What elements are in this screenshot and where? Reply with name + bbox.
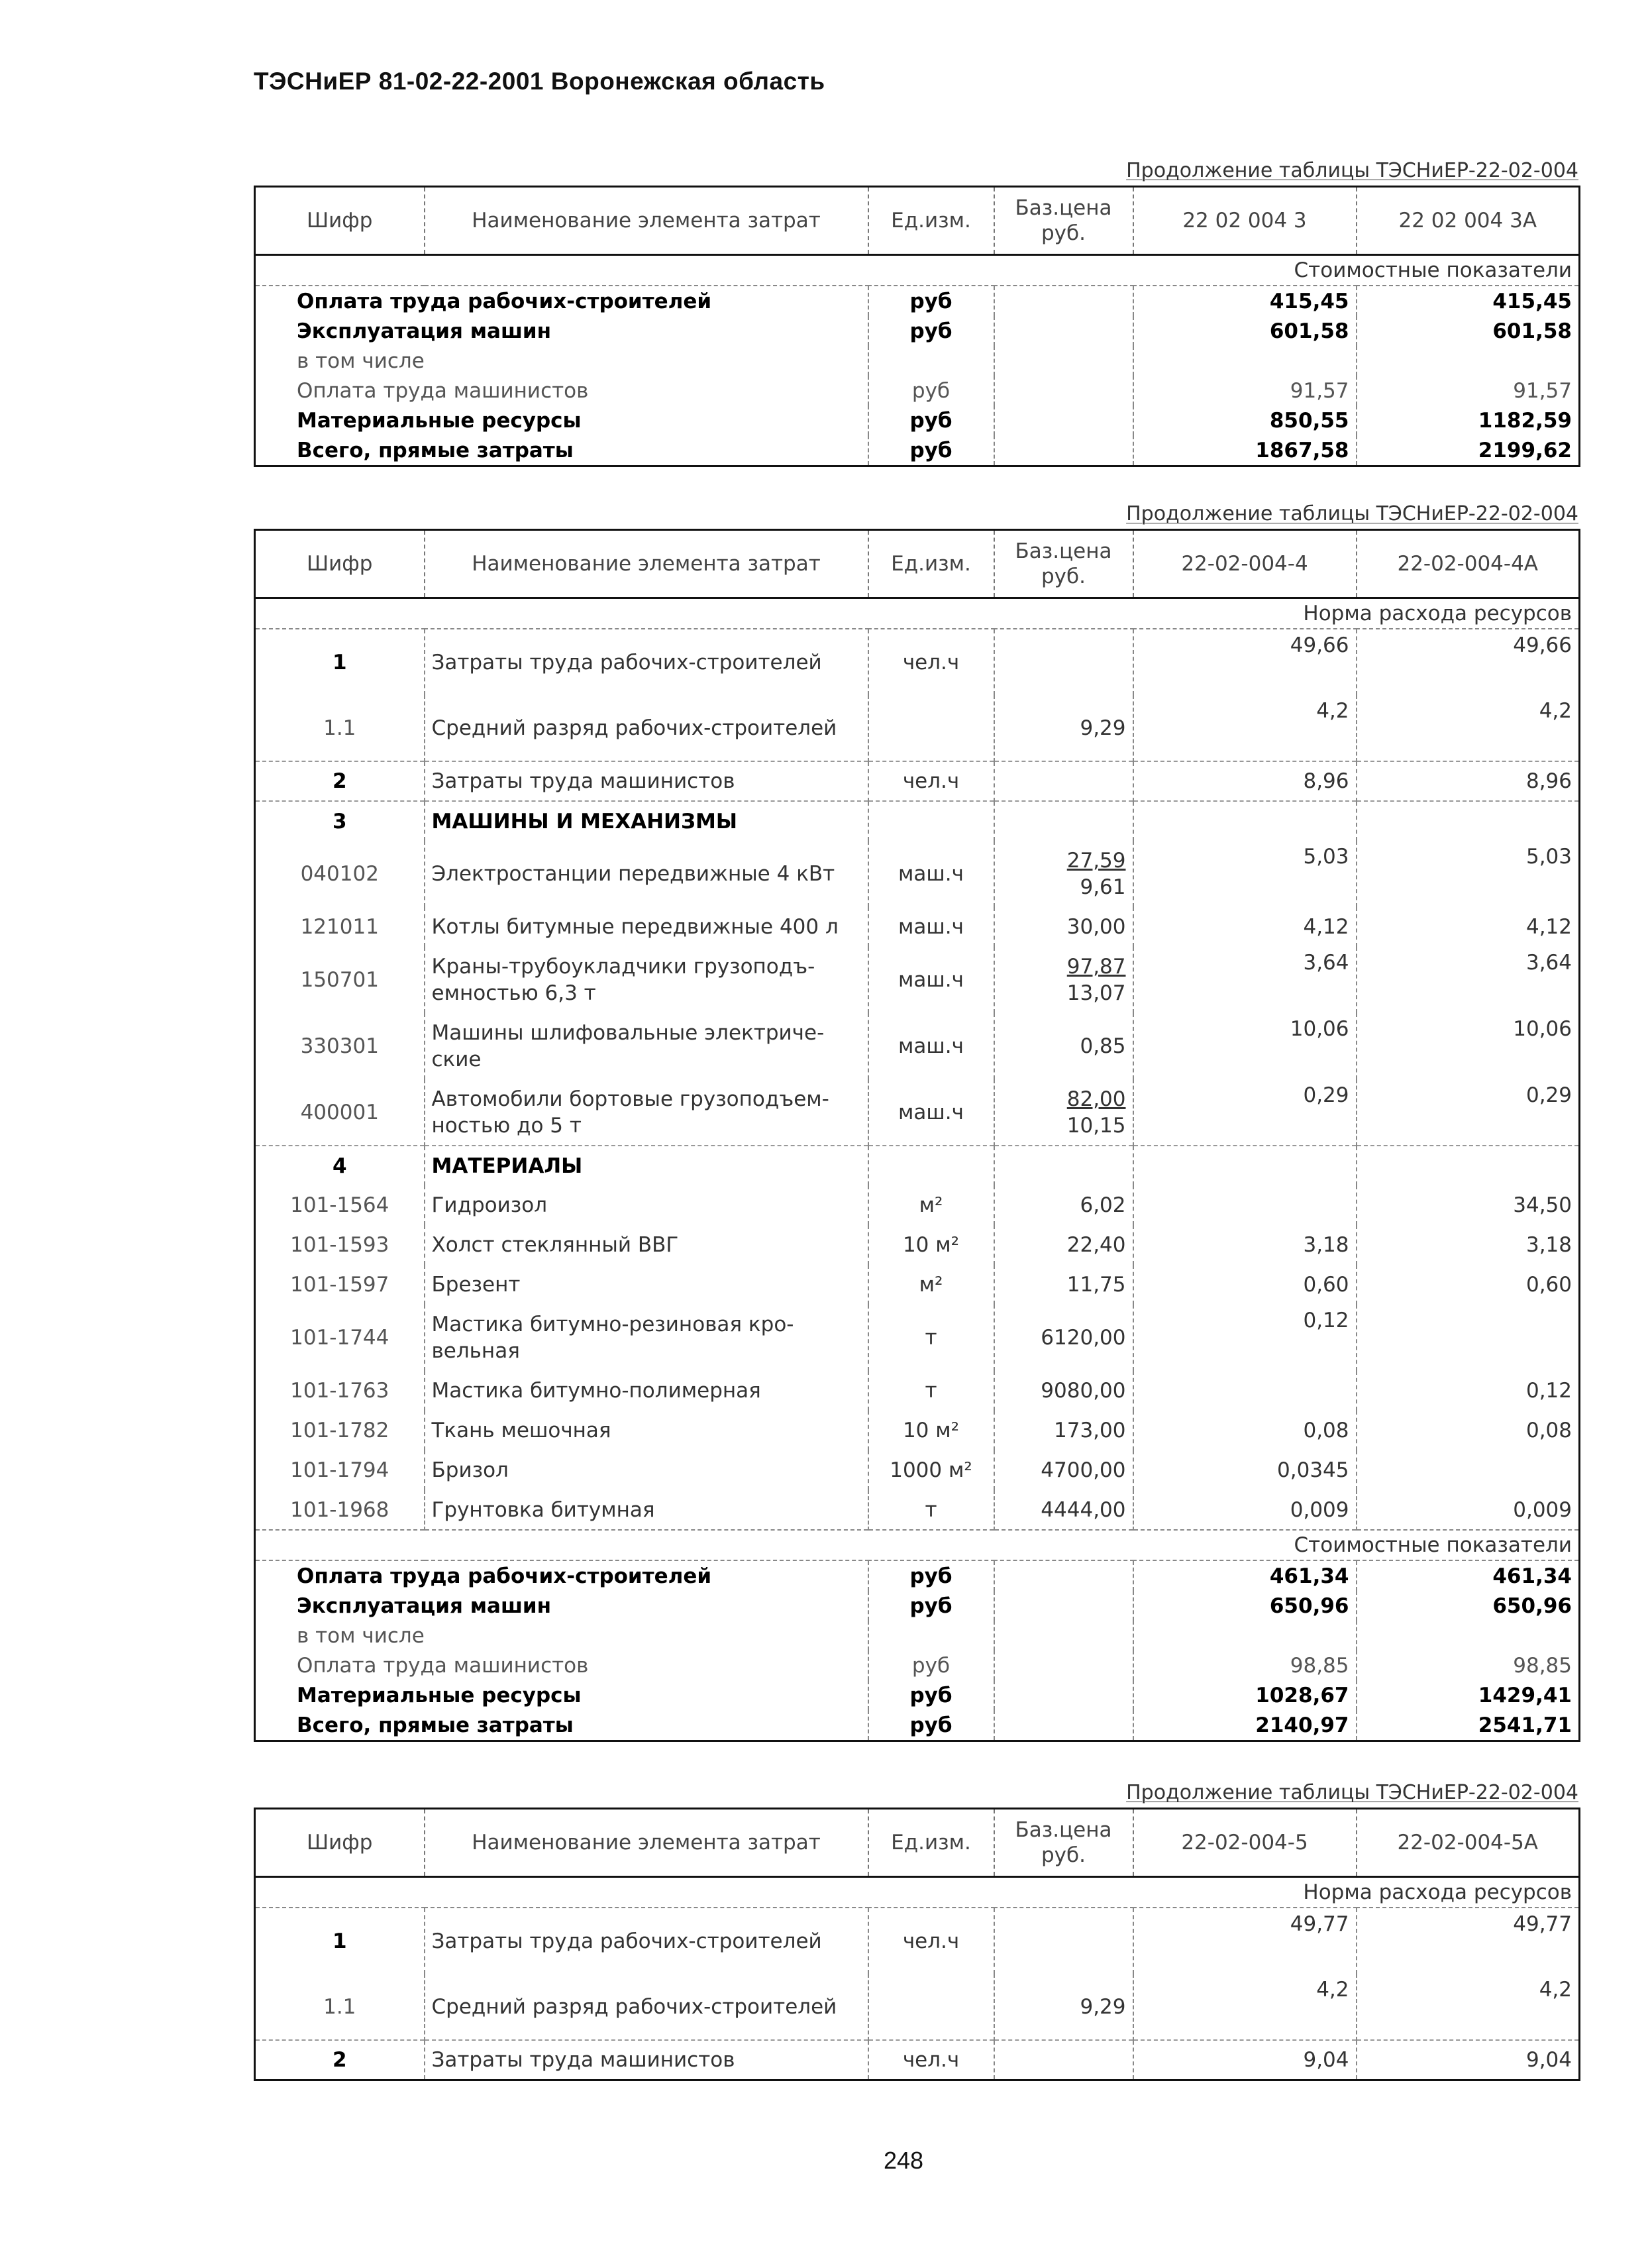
cost-name: в том числе bbox=[297, 1623, 425, 1648]
header-name: Наименование элемента затрат bbox=[425, 1809, 868, 1877]
header-unit: Ед.изм. bbox=[868, 1809, 994, 1877]
cost-row bbox=[255, 1680, 1580, 1710]
resource-row bbox=[255, 2040, 1580, 2080]
cost-unit: руб bbox=[868, 1650, 994, 1680]
row-unit: т bbox=[868, 1490, 994, 1530]
cost-price-empty bbox=[994, 346, 1133, 376]
cost-value-a: 91,57 bbox=[1133, 376, 1357, 405]
row-price-machinist: 13,07 bbox=[1066, 981, 1126, 1005]
row-value-a bbox=[1133, 1371, 1357, 1411]
row-value-b: 0,08 bbox=[1357, 1411, 1580, 1450]
header-col-a: 22-02-004-5 bbox=[1133, 1809, 1357, 1877]
table-header-row bbox=[255, 530, 1580, 598]
row-name: Гидроизол bbox=[425, 1185, 868, 1225]
row-base-price bbox=[994, 695, 1133, 761]
table-header-row bbox=[255, 187, 1580, 255]
resource-row bbox=[255, 1974, 1580, 2040]
header-col-a: 22 02 004 3 bbox=[1133, 187, 1357, 255]
cost-row bbox=[255, 376, 1580, 405]
row-price: 11,75 bbox=[1066, 1273, 1126, 1297]
table-3-block bbox=[254, 1778, 1578, 2081]
cost-value-b bbox=[1357, 346, 1580, 376]
resource-table-1 bbox=[254, 186, 1580, 467]
row-unit: маш.ч bbox=[868, 1079, 994, 1146]
resource-row bbox=[255, 1013, 1580, 1079]
row-code: 3 bbox=[255, 801, 425, 841]
cost-unit: руб bbox=[868, 1680, 994, 1710]
row-name: МАШИНЫ И МЕХАНИЗМЫ bbox=[425, 801, 868, 841]
resource-row bbox=[255, 1450, 1580, 1490]
row-value-a: 49,66 bbox=[1133, 629, 1357, 695]
section-row bbox=[255, 1877, 1580, 1908]
section-label: Стоимостные показатели bbox=[255, 255, 1580, 286]
row-price: 82,00 bbox=[1066, 1087, 1126, 1111]
row-base-price bbox=[994, 2040, 1133, 2080]
row-value-b bbox=[1357, 1146, 1580, 1185]
row-unit bbox=[868, 695, 994, 761]
cost-name: Оплата труда рабочих-строителей bbox=[297, 1564, 712, 1588]
row-price: 97,87 bbox=[1066, 955, 1126, 979]
cost-value-b: 2199,62 bbox=[1357, 435, 1580, 466]
row-value-b: 3,64 bbox=[1357, 947, 1580, 1013]
header-code: Шифр bbox=[255, 530, 425, 598]
row-base-price bbox=[994, 1079, 1133, 1146]
cost-row bbox=[255, 405, 1580, 435]
cost-value-a bbox=[1133, 1621, 1357, 1650]
row-base-price bbox=[994, 1490, 1133, 1530]
row-unit: маш.ч bbox=[868, 1013, 994, 1079]
resource-row bbox=[255, 1265, 1580, 1305]
row-base-price bbox=[994, 1371, 1133, 1411]
row-base-price bbox=[994, 1185, 1133, 1225]
row-value-a: 0,0345 bbox=[1133, 1450, 1357, 1490]
resource-row bbox=[255, 1490, 1580, 1530]
table-header-row bbox=[255, 1809, 1580, 1877]
resource-row bbox=[255, 1908, 1580, 1974]
resource-row bbox=[255, 947, 1580, 1013]
row-unit: м² bbox=[868, 1185, 994, 1225]
row-base-price bbox=[994, 1146, 1133, 1185]
row-unit: 10 м² bbox=[868, 1411, 994, 1450]
row-value-b: 3,18 bbox=[1357, 1225, 1580, 1265]
row-base-price bbox=[994, 629, 1133, 695]
row-unit: маш.ч bbox=[868, 947, 994, 1013]
row-value-a bbox=[1133, 1185, 1357, 1225]
cost-unit: руб bbox=[868, 1560, 994, 1591]
row-value-a: 5,03 bbox=[1133, 841, 1357, 907]
header-col-a: 22-02-004-4 bbox=[1133, 530, 1357, 598]
row-name: Электростанции передвижные 4 кВт bbox=[425, 841, 868, 907]
table-caption: Продолжение таблицы ТЭСНиЕР-22-02-004 bbox=[1126, 502, 1578, 525]
resource-table-2 bbox=[254, 529, 1580, 1742]
page-number: 248 bbox=[884, 2147, 924, 2174]
cost-name: Эксплуатация машин bbox=[297, 1593, 552, 1618]
row-unit: чел.ч bbox=[868, 2040, 994, 2080]
row-value-a: 9,04 bbox=[1133, 2040, 1357, 2080]
row-name: Затраты труда рабочих-строителей bbox=[425, 629, 868, 695]
row-value-b: 0,009 bbox=[1357, 1490, 1580, 1530]
cost-unit: руб bbox=[868, 286, 994, 316]
row-code: 150701 bbox=[300, 968, 379, 992]
row-value-a: 0,60 bbox=[1133, 1265, 1357, 1305]
row-unit bbox=[868, 1974, 994, 2040]
row-code: 2 bbox=[255, 761, 425, 801]
table-2-block bbox=[254, 500, 1578, 1742]
row-value-b: 5,03 bbox=[1357, 841, 1580, 907]
row-unit: маш.ч bbox=[868, 907, 994, 947]
row-value-b: 0,29 bbox=[1357, 1079, 1580, 1146]
cost-value-a: 1028,67 bbox=[1133, 1680, 1357, 1710]
row-price: 6120,00 bbox=[1041, 1326, 1126, 1350]
cost-unit: руб bbox=[868, 1591, 994, 1621]
cost-price-empty bbox=[994, 316, 1133, 346]
row-unit: чел.ч bbox=[868, 1908, 994, 1974]
cost-row bbox=[255, 1621, 1580, 1650]
row-name: Бризол bbox=[425, 1450, 868, 1490]
cost-value-a: 1867,58 bbox=[1133, 435, 1357, 466]
row-value-a: 8,96 bbox=[1133, 761, 1357, 801]
row-value-a: 0,009 bbox=[1133, 1490, 1357, 1530]
cost-value-a: 2140,97 bbox=[1133, 1710, 1357, 1741]
row-unit: чел.ч bbox=[868, 629, 994, 695]
row-name: Брезент bbox=[425, 1265, 868, 1305]
header-unit: Ед.изм. bbox=[868, 187, 994, 255]
row-name: Холст стеклянный ВВГ bbox=[425, 1225, 868, 1265]
row-name: Затраты труда рабочих-строителей bbox=[425, 1908, 868, 1974]
row-value-a: 4,12 bbox=[1133, 907, 1357, 947]
row-name: МАТЕРИАЛЫ bbox=[425, 1146, 868, 1185]
resource-row bbox=[255, 761, 1580, 801]
resource-row bbox=[255, 801, 1580, 841]
cost-price-empty bbox=[994, 376, 1133, 405]
cost-row bbox=[255, 346, 1580, 376]
resource-row bbox=[255, 1411, 1580, 1450]
row-value-a: 10,06 bbox=[1133, 1013, 1357, 1079]
row-base-price bbox=[994, 947, 1133, 1013]
header-col-b: 22-02-004-4А bbox=[1357, 530, 1580, 598]
cost-unit: руб bbox=[868, 435, 994, 466]
cost-value-b: 461,34 bbox=[1357, 1560, 1580, 1591]
row-value-b: 9,04 bbox=[1357, 2040, 1580, 2080]
row-name: Грунтовка битумная bbox=[425, 1490, 868, 1530]
cost-unit: руб bbox=[868, 316, 994, 346]
resource-row bbox=[255, 629, 1580, 695]
row-name: Котлы битумные передвижные 400 л bbox=[425, 907, 868, 947]
cost-price-empty bbox=[994, 1650, 1133, 1680]
resource-row bbox=[255, 1079, 1580, 1146]
row-base-price bbox=[994, 1411, 1133, 1450]
resource-row bbox=[255, 1225, 1580, 1265]
cost-value-b: 415,45 bbox=[1357, 286, 1580, 316]
row-base-price bbox=[994, 761, 1133, 801]
row-price-machinist: 10,15 bbox=[1066, 1113, 1126, 1138]
row-unit bbox=[868, 801, 994, 841]
header-col-b: 22-02-004-5А bbox=[1357, 1809, 1580, 1877]
table-caption: Продолжение таблицы ТЭСНиЕР-22-02-004 bbox=[1126, 1781, 1578, 1804]
row-value-a: 4,2 bbox=[1133, 695, 1357, 761]
cost-value-b bbox=[1357, 1621, 1580, 1650]
row-value-b: 49,77 bbox=[1357, 1908, 1580, 1974]
row-price: 0,85 bbox=[1080, 1034, 1126, 1058]
resource-row bbox=[255, 1371, 1580, 1411]
header-code: Шифр bbox=[255, 187, 425, 255]
row-value-a: 49,77 bbox=[1133, 1908, 1357, 1974]
row-value-b: 0,60 bbox=[1357, 1265, 1580, 1305]
header-base-price: Баз.цена руб. bbox=[994, 187, 1133, 255]
row-code: 101-1597 bbox=[290, 1273, 389, 1297]
cost-name: Всего, прямые затраты bbox=[297, 438, 574, 462]
row-value-a: 0,08 bbox=[1133, 1411, 1357, 1450]
row-name: Ткань мешочная bbox=[425, 1411, 868, 1450]
row-base-price bbox=[994, 801, 1133, 841]
cost-value-b: 98,85 bbox=[1357, 1650, 1580, 1680]
cost-value-a: 98,85 bbox=[1133, 1650, 1357, 1680]
cost-value-b: 1429,41 bbox=[1357, 1680, 1580, 1710]
row-code: 1.1 bbox=[323, 716, 356, 740]
resource-row bbox=[255, 1146, 1580, 1185]
header-code: Шифр bbox=[255, 1809, 425, 1877]
row-value-a: 4,2 bbox=[1133, 1974, 1357, 2040]
cost-value-b: 1182,59 bbox=[1357, 405, 1580, 435]
row-value-a bbox=[1133, 801, 1357, 841]
row-name: Средний разряд рабочих-строителей bbox=[425, 1974, 868, 2040]
row-value-b: 10,06 bbox=[1357, 1013, 1580, 1079]
row-name: Затраты труда машинистов bbox=[425, 761, 868, 801]
row-code: 1.1 bbox=[323, 1994, 356, 2019]
cost-unit: руб bbox=[868, 1710, 994, 1741]
row-code: 400001 bbox=[300, 1100, 379, 1124]
cost-price-empty bbox=[994, 435, 1133, 466]
row-code: 101-1782 bbox=[290, 1419, 389, 1442]
cost-value-a: 461,34 bbox=[1133, 1560, 1357, 1591]
row-unit: 1000 м² bbox=[868, 1450, 994, 1490]
row-price: 9080,00 bbox=[1041, 1379, 1126, 1403]
row-code: 1 bbox=[332, 1929, 347, 1953]
row-base-price bbox=[994, 1450, 1133, 1490]
row-name: Средний разряд рабочих-строителей bbox=[425, 695, 868, 761]
resource-row bbox=[255, 841, 1580, 907]
section-row bbox=[255, 1530, 1580, 1560]
row-base-price bbox=[994, 1974, 1133, 2040]
row-code: 101-1763 bbox=[290, 1379, 389, 1403]
section-label: Норма расхода ресурсов bbox=[255, 1877, 1580, 1908]
cost-value-b: 601,58 bbox=[1357, 316, 1580, 346]
row-value-a: 3,64 bbox=[1133, 947, 1357, 1013]
cost-price-empty bbox=[994, 1560, 1133, 1591]
row-unit: чел.ч bbox=[868, 761, 994, 801]
header-unit: Ед.изм. bbox=[868, 530, 994, 598]
row-code: 2 bbox=[255, 2040, 425, 2080]
row-code: 101-1744 bbox=[290, 1326, 389, 1350]
row-base-price bbox=[994, 1265, 1133, 1305]
cost-price-empty bbox=[994, 1680, 1133, 1710]
cost-unit bbox=[868, 1621, 994, 1650]
cost-row bbox=[255, 1710, 1580, 1741]
cost-value-a bbox=[1133, 346, 1357, 376]
row-value-b: 4,2 bbox=[1357, 695, 1580, 761]
resource-table-3 bbox=[254, 1808, 1580, 2081]
row-price: 173,00 bbox=[1054, 1419, 1126, 1442]
row-name: Краны-трубоукладчики грузоподъ-емностью 6,3 т bbox=[425, 947, 868, 1013]
row-value-b: 4,12 bbox=[1357, 907, 1580, 947]
row-name: Автомобили бортовые грузоподъем-ностью до 5 т bbox=[425, 1079, 868, 1146]
row-value-b: 34,50 bbox=[1357, 1185, 1580, 1225]
resource-row bbox=[255, 695, 1580, 761]
cost-row bbox=[255, 1560, 1580, 1591]
row-unit: маш.ч bbox=[868, 841, 994, 907]
cost-name: Оплата труда машинистов bbox=[297, 378, 589, 403]
row-value-b bbox=[1357, 1305, 1580, 1371]
header-col-b: 22 02 004 3А bbox=[1357, 187, 1580, 255]
cost-row bbox=[255, 316, 1580, 346]
cost-name: Всего, прямые затраты bbox=[297, 1713, 574, 1737]
row-base-price bbox=[994, 907, 1133, 947]
cost-value-a: 650,96 bbox=[1133, 1591, 1357, 1621]
cost-value-b: 650,96 bbox=[1357, 1591, 1580, 1621]
row-unit: т bbox=[868, 1371, 994, 1411]
row-name: Мастика битумно-полимерная bbox=[425, 1371, 868, 1411]
cost-unit: руб bbox=[868, 405, 994, 435]
row-code: 101-1968 bbox=[290, 1497, 389, 1522]
section-row bbox=[255, 255, 1580, 286]
resource-row bbox=[255, 1185, 1580, 1225]
row-price: 9,29 bbox=[1080, 1994, 1126, 2019]
cost-price-empty bbox=[994, 1710, 1133, 1741]
section-label: Стоимостные показатели bbox=[255, 1530, 1580, 1560]
table-1-block bbox=[254, 156, 1578, 467]
section-row bbox=[255, 598, 1580, 629]
row-unit bbox=[868, 1146, 994, 1185]
section-label: Норма расхода ресурсов bbox=[255, 598, 1580, 629]
header-name: Наименование элемента затрат bbox=[425, 187, 868, 255]
row-base-price bbox=[994, 1908, 1133, 1974]
resource-row bbox=[255, 907, 1580, 947]
header-base-price: Баз.цена руб. bbox=[994, 530, 1133, 598]
row-base-price bbox=[994, 841, 1133, 907]
row-price: 9,29 bbox=[1080, 716, 1126, 740]
row-base-price bbox=[994, 1225, 1133, 1265]
row-value-b bbox=[1357, 1450, 1580, 1490]
row-price: 22,40 bbox=[1066, 1233, 1126, 1257]
row-value-b: 4,2 bbox=[1357, 1974, 1580, 2040]
cost-value-a: 601,58 bbox=[1133, 316, 1357, 346]
cost-name: Эксплуатация машин bbox=[297, 319, 552, 343]
cost-unit: руб bbox=[868, 376, 994, 405]
cost-row bbox=[255, 1650, 1580, 1680]
row-unit: м² bbox=[868, 1265, 994, 1305]
row-code: 121011 bbox=[300, 915, 379, 939]
table-caption: Продолжение таблицы ТЭСНиЕР-22-02-004 bbox=[1126, 159, 1578, 182]
row-unit: т bbox=[868, 1305, 994, 1371]
cost-row bbox=[255, 286, 1580, 316]
row-unit: 10 м² bbox=[868, 1225, 994, 1265]
cost-price-empty bbox=[994, 1591, 1133, 1621]
page-title: ТЭСНиЕР 81-02-22-2001 Воронежская область bbox=[254, 68, 825, 95]
cost-value-a: 850,55 bbox=[1133, 405, 1357, 435]
header-name: Наименование элемента затрат bbox=[425, 530, 868, 598]
cost-price-empty bbox=[994, 1621, 1133, 1650]
cost-name: в том числе bbox=[297, 349, 425, 373]
row-value-b: 8,96 bbox=[1357, 761, 1580, 801]
row-code: 101-1564 bbox=[290, 1193, 389, 1217]
row-price-machinist: 9,61 bbox=[1080, 875, 1126, 899]
row-code: 101-1794 bbox=[290, 1458, 389, 1482]
row-name: Мастика битумно-резиновая кро-вельная bbox=[425, 1305, 868, 1371]
cost-row bbox=[255, 1591, 1580, 1621]
row-value-a: 0,29 bbox=[1133, 1079, 1357, 1146]
row-value-b: 49,66 bbox=[1357, 629, 1580, 695]
row-value-a: 3,18 bbox=[1133, 1225, 1357, 1265]
row-code: 4 bbox=[255, 1146, 425, 1185]
row-value-b: 0,12 bbox=[1357, 1371, 1580, 1411]
header-base-price: Баз.цена руб. bbox=[994, 1809, 1133, 1877]
row-price: 30,00 bbox=[1066, 915, 1126, 939]
row-price: 27,59 bbox=[1066, 849, 1126, 873]
row-price: 4444,00 bbox=[1041, 1497, 1126, 1522]
cost-row bbox=[255, 435, 1580, 466]
row-value-b bbox=[1357, 801, 1580, 841]
cost-value-b: 91,57 bbox=[1357, 376, 1580, 405]
row-base-price bbox=[994, 1305, 1133, 1371]
row-base-price bbox=[994, 1013, 1133, 1079]
cost-price-empty bbox=[994, 286, 1133, 316]
cost-name: Материальные ресурсы bbox=[297, 408, 582, 433]
cost-value-b: 2541,71 bbox=[1357, 1710, 1580, 1741]
cost-price-empty bbox=[994, 405, 1133, 435]
row-name: Машины шлифовальные электриче-ские bbox=[425, 1013, 868, 1079]
row-name: Затраты труда машинистов bbox=[425, 2040, 868, 2080]
cost-value-a: 415,45 bbox=[1133, 286, 1357, 316]
row-price: 6,02 bbox=[1080, 1193, 1126, 1217]
row-code: 1 bbox=[332, 650, 347, 675]
row-code: 330301 bbox=[300, 1034, 379, 1058]
row-price: 4700,00 bbox=[1041, 1458, 1126, 1482]
cost-name: Оплата труда машинистов bbox=[297, 1653, 589, 1678]
row-code: 040102 bbox=[300, 862, 379, 886]
cost-unit bbox=[868, 346, 994, 376]
row-value-a: 0,12 bbox=[1133, 1305, 1357, 1371]
cost-name: Материальные ресурсы bbox=[297, 1683, 582, 1707]
resource-row bbox=[255, 1305, 1580, 1371]
cost-name: Оплата труда рабочих-строителей bbox=[297, 289, 712, 313]
row-code: 101-1593 bbox=[290, 1233, 389, 1257]
row-value-a bbox=[1133, 1146, 1357, 1185]
